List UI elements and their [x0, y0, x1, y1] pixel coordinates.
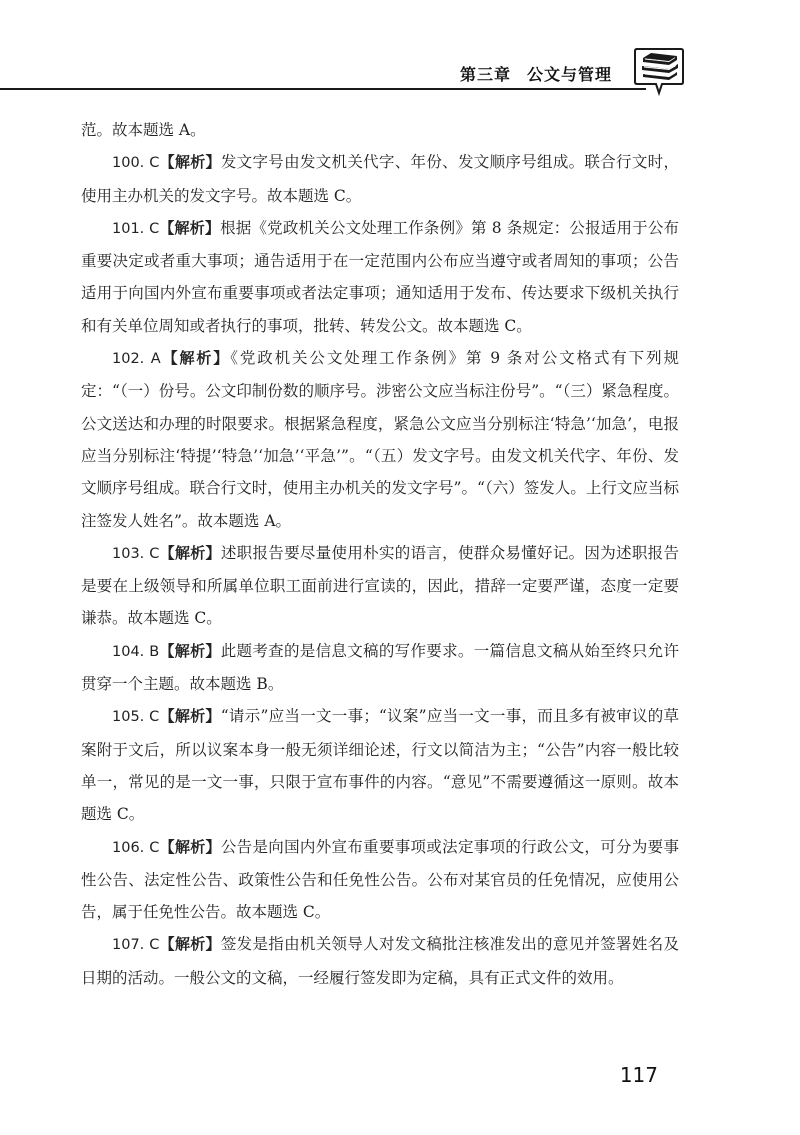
answer-explanations	[81, 114, 679, 994]
explanation-text: 根据《党政机关公文处理工作条例》第 8 条规定：公报适用于公布重要决定或者重大事项；通告适用于在一定范围内公布应当遵守或者周知的事项；公告适用于向国内外宣布重要事项或者法定事项；通知适用于发布、传达要求下级机关执行和有关单位周知或者执行的事项，批转、转发公文。故本题选 C。	[81, 218, 679, 335]
explanation-100	[81, 146, 679, 212]
analysis-tag: 【解析】	[159, 935, 221, 954]
explanation-104	[81, 635, 679, 701]
book-stack-icon	[633, 46, 685, 96]
explanation-text: 公告是向国内外宣布重要事项或法定事项的行政公文，可分为要事性公告、法定性公告、政策性公告和任免性公告。公布对某官员的任免情况，应使用公告，属于任免性公告。故本题选 C。	[81, 837, 679, 922]
answer-number: 100. C	[112, 155, 160, 172]
explanation-101	[81, 212, 679, 342]
answer-number: 101. C	[112, 220, 160, 237]
explanation-103	[81, 537, 679, 635]
explanation-text: 签发是指由机关领导人对发文稿批注核准发出的意见并签署姓名及日期的活动。一般公文的文稿，一经履行签发即为定稿，具有正式文件的效用。	[81, 935, 679, 987]
explanation-text: 述职报告要尽量使用朴实的语言，使群众易懂好记。因为述职报告是要在上级领导和所属单位职工面前进行宣读的，因此，措辞一定要严谨，态度一定要谦恭。故本题选 C。	[81, 543, 679, 628]
answer-number: 103. C	[112, 545, 160, 562]
running-header	[460, 62, 612, 85]
chapter-label: 第三章	[459, 65, 511, 84]
answer-number: 105. C	[112, 709, 160, 726]
explanation-text: 发文字号由发文机关代字、年份、发文顺序号组成。联合行文时，使用主办机关的发文字号。故本题选 C。	[81, 153, 679, 205]
explanation-107	[81, 928, 679, 994]
analysis-tag: 【解析】	[159, 837, 221, 856]
header-rule	[0, 88, 646, 90]
explanation-text: 此题考查的是信息文稿的写作要求。一篇信息文稿从始至终只允许贯穿一个主题。故本题选 B。	[81, 641, 679, 694]
answer-number: 104. B	[112, 643, 160, 660]
analysis-tag: 【解析】	[159, 218, 221, 237]
answer-number: 102. A	[112, 351, 161, 368]
explanation-text: 《党政机关公文处理工作条例》第 9 条对公文格式有下列规定：“（一）份号。公文印制份数的顺序号。涉密公文应当标注份号”。“（三）紧急程度。公文送达和办理的时限要求。根据紧急程度，紧急公文应当分别标注‘特急’‘加急’，电报应当分别标注‘特提’‘特急’‘加急’‘平急’”。“（五）发文字号。由发文机关代字、年份、发文顺序号组成。联合行文时，使用主办机关的发文字号”。“（六）签发人。上行文应当标注签发人姓名”。故本题选 A。	[81, 349, 679, 530]
analysis-tag: 【解析】	[160, 349, 231, 368]
explanation-106	[81, 831, 679, 929]
analysis-tag: 【解析】	[159, 543, 221, 562]
answer-number: 107. C	[112, 937, 160, 954]
analysis-tag: 【解析】	[159, 641, 221, 660]
explanation-105	[81, 700, 679, 830]
continuation-line: 范。故本题选 A。	[81, 121, 206, 139]
answer-number: 106. C	[112, 839, 160, 856]
explanation-102	[81, 342, 679, 537]
chapter-title: 公文与管理	[526, 65, 612, 84]
analysis-tag: 【解析】	[159, 707, 221, 726]
analysis-tag: 【解析】	[159, 153, 221, 172]
page-number: 117	[619, 1063, 658, 1087]
explanation-text: “请示”应当一文一事；“议案”应当一文一事，而且多有被审议的草案附于文后，所以议案本身一般无须详细论述，行文以简洁为主；“公告”内容一般比较单一，常见的是一文一事，只限于宣布事件的内容。“意见”不需要遵循这一原则。故本题选 C。	[81, 707, 679, 824]
